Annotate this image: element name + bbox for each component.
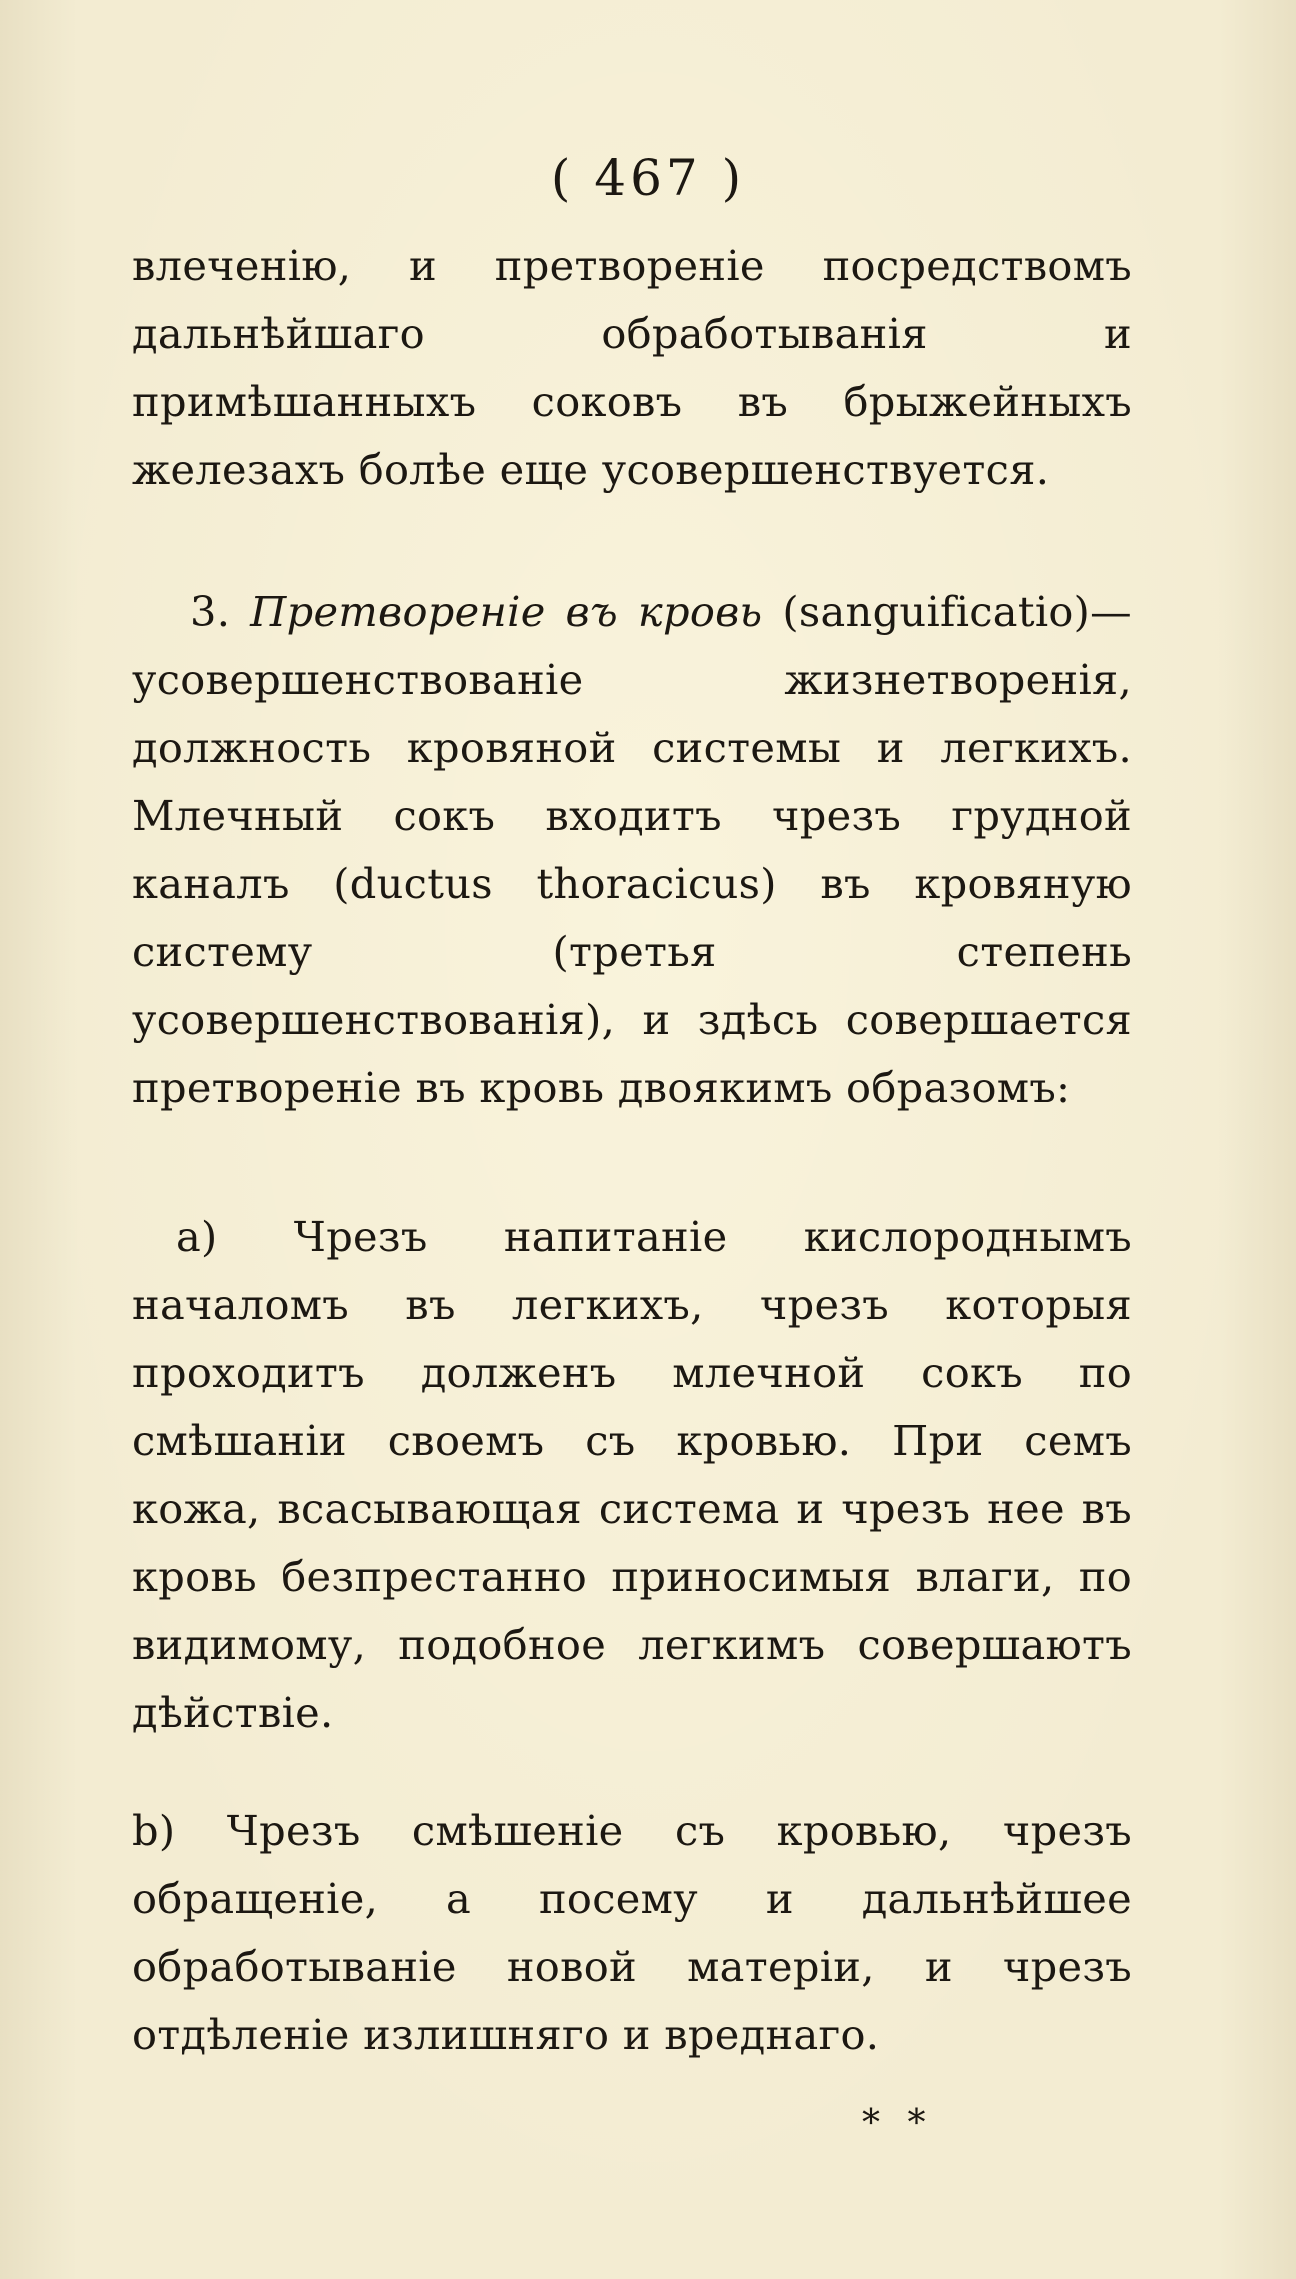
paragraph-continuation: влеченію, и претвореніе посредствомъ дальнѣйшаго обработыванія и примѣшанныхъ соковъ въ брыжейныхъ железахъ болѣе еще усовершенствуется. xyxy=(132,241,1132,494)
paragraph-item-a: а) Чрезъ напитаніе кислороднымъ началомъ въ легкихъ, чрезъ которыя проходитъ долженъ млечной сокъ по смѣшаніи своемъ съ кровью. При семъ кожа, всасывающая система и чрезъ нее въ кровь безпрестанно приносимыя влаги, по видимому, подобное легкимъ совершаютъ дѣйствіе. xyxy=(132,1212,1132,1737)
section-title: Претвореніе въ кровь xyxy=(250,587,763,636)
section-number: 3. xyxy=(190,587,231,636)
section-body: (sanguificatio)—усовершенствованіе жизнетворенія, должность кровяной системы и легкихъ. Млечный сокъ входитъ чрезъ грудной каналъ (ductus thoracicus) въ кровяную систему (третья степень усовершенствованія), и здѣсь совершается претвореніе въ кровь двоякимъ образомъ: xyxy=(132,587,1132,1112)
printer-signature-mark: * * xyxy=(862,2103,934,2144)
paragraph-sanguification xyxy=(132,578,1132,1122)
page-number: ( 467 ) xyxy=(550,149,746,207)
paragraph-item-b: b) Чрезъ смѣшеніе съ кровью, чрезъ обращеніе, а посему и дальнѣйшее обработываніе новой матеріи, и чрезъ отдѣленіе излишняго и вреднаго. xyxy=(132,1806,1132,2059)
